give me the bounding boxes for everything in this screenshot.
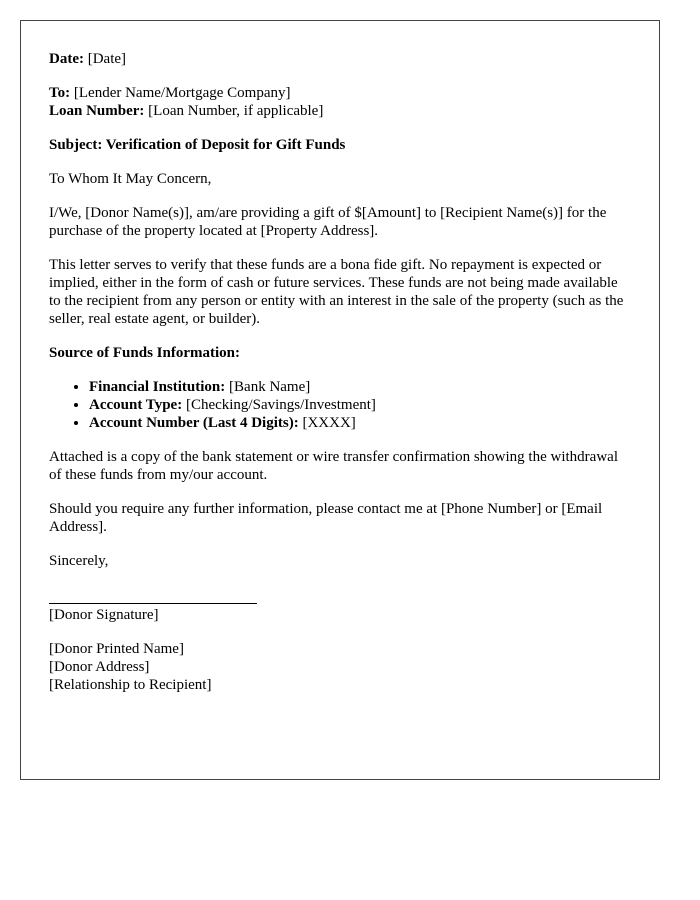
account-type-value: [Checking/Savings/Investment]	[185, 397, 376, 413]
letter-page	[20, 20, 660, 780]
account-type-label: Account Type:	[89, 397, 183, 413]
list-item-institution	[89, 378, 631, 396]
paragraph-attachment: Attached is a copy of the bank statement or wire transfer confirmation showing the withdrawal of these funds from my/our account.	[49, 449, 618, 483]
recipient-block	[49, 84, 631, 120]
date-value: [Date]	[87, 51, 127, 67]
institution-label: Financial Institution:	[89, 379, 226, 395]
donor-address: [Donor Address]	[49, 659, 150, 675]
subject-text: Subject: Verification of Deposit for Gift Funds	[49, 137, 346, 153]
signature-line	[49, 603, 257, 604]
date-label: Date:	[49, 51, 84, 67]
to-value: [Lender Name/Mortgage Company]	[73, 85, 291, 101]
subject-line	[49, 136, 631, 154]
signature-label: [Donor Signature]	[49, 607, 159, 623]
date-line	[49, 50, 631, 68]
paragraph-contact: Should you require any further information, please contact me at [Phone Number] or [Email Address].	[49, 501, 603, 535]
list-item-account-number	[89, 414, 631, 432]
to-label: To:	[49, 85, 71, 101]
paragraph-verification: This letter serves to verify that these funds are a bona fide gift. No repayment is expected or implied, either in the form of cash or future services. These funds are not being made available to the recipient from any person or entity with an interest in the sale of the property (such as the seller, real estate agent, or builder).	[49, 257, 624, 327]
donor-details	[49, 640, 631, 694]
institution-value: [Bank Name]	[229, 379, 311, 395]
paragraph-gift: I/We, [Donor Name(s)], am/are providing a gift of $[Amount] to [Recipient Name(s)] for the purchase of the property located at [Property Address].	[49, 205, 607, 239]
loan-label: Loan Number:	[49, 103, 145, 119]
donor-printed-name: [Donor Printed Name]	[49, 641, 184, 657]
source-list	[49, 378, 631, 432]
salutation: To Whom It May Concern,	[49, 171, 212, 187]
loan-line	[49, 102, 631, 120]
to-line	[49, 84, 631, 102]
account-number-label: Account Number (Last 4 Digits):	[89, 415, 299, 431]
list-item-account-type	[89, 396, 631, 414]
source-heading-text: Source of Funds Information:	[49, 345, 240, 361]
account-number-value: [XXXX]	[302, 415, 356, 431]
source-heading	[49, 344, 631, 362]
donor-relationship: [Relationship to Recipient]	[49, 677, 212, 693]
loan-value: [Loan Number, if applicable]	[148, 103, 324, 119]
closing: Sincerely,	[49, 553, 109, 569]
